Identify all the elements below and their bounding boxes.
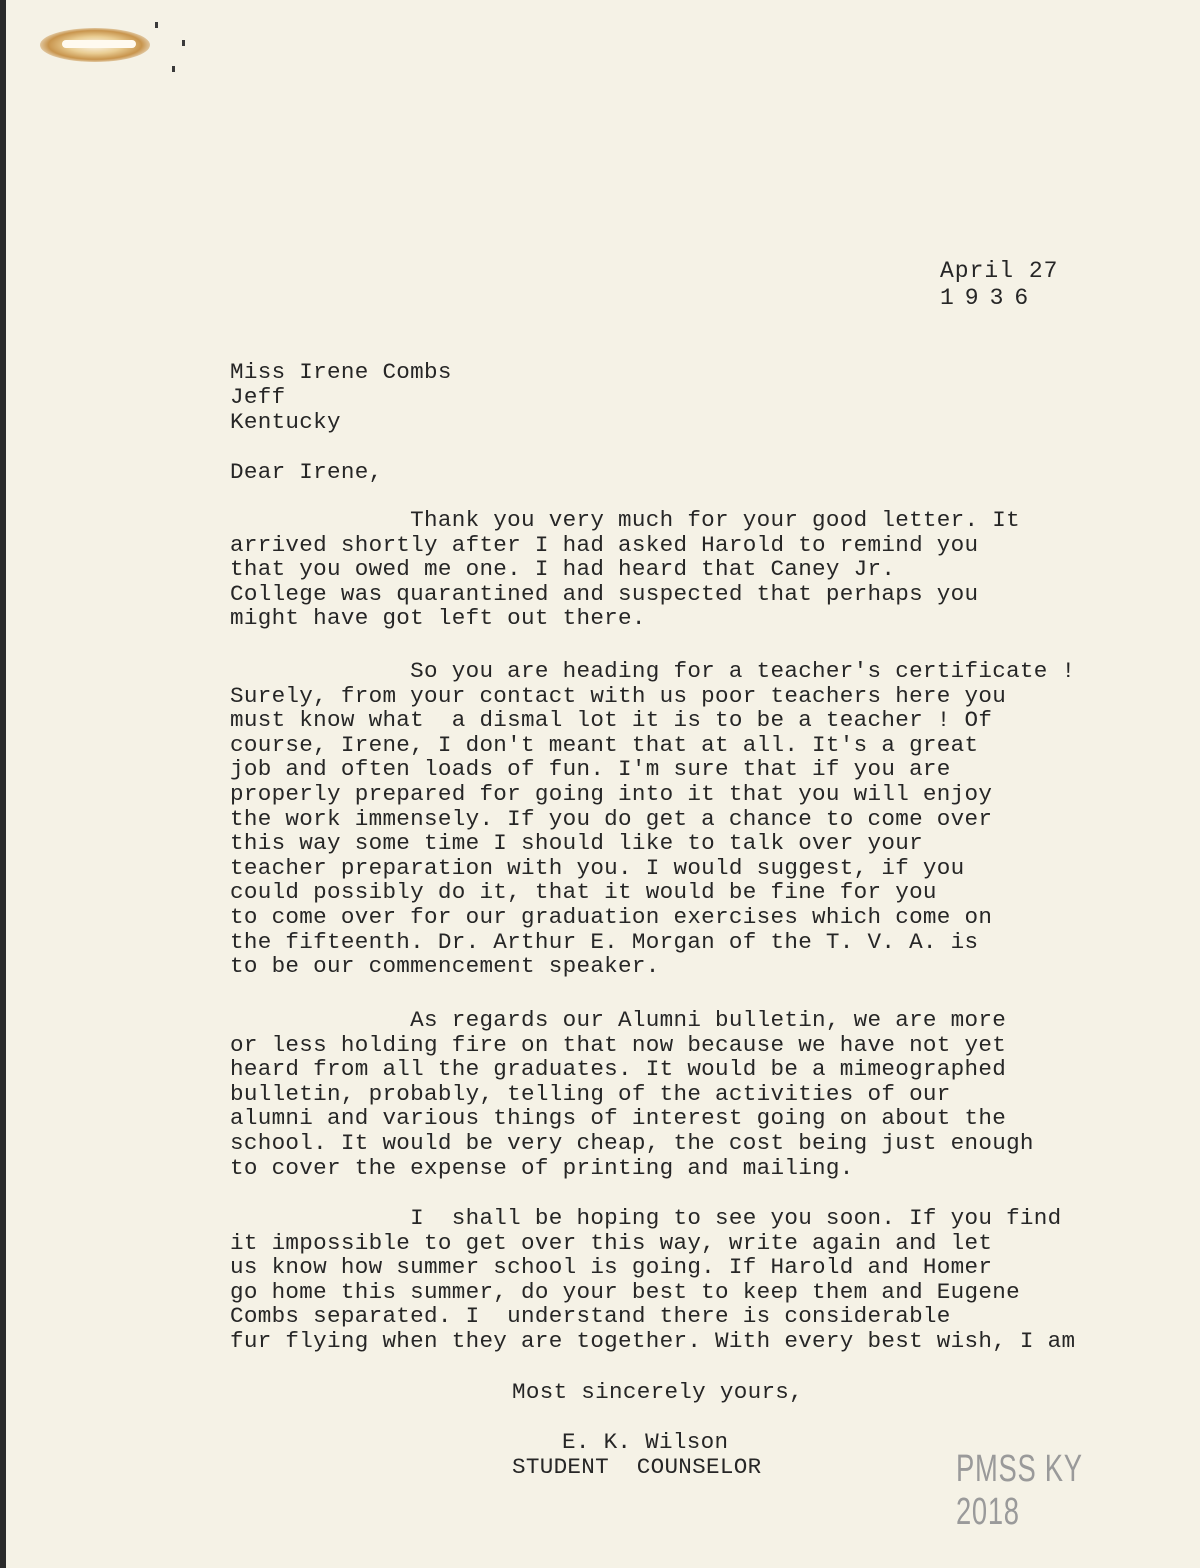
archive-watermark: PMSS KY 2018 bbox=[956, 1448, 1083, 1533]
paragraph-1: Thank you very much for your good letter. It arrived shortly after I had asked Harold to remind you that you owed me one. I had heard that Caney Jr. College was quarantined and suspected that perhaps you might have got left out there. bbox=[230, 507, 1020, 632]
recipient-name: Miss Irene Combs bbox=[230, 359, 452, 385]
signer-name: E. K. Wilson bbox=[562, 1429, 729, 1455]
closing: Most sincerely yours, bbox=[512, 1379, 804, 1405]
recipient-city: Jeff bbox=[230, 384, 286, 410]
paragraph-4: I shall be hoping to see you soon. If you find it impossible to get over this way, write again and let us know how summer school is going. If Harold and Homer go home this summer, do your best to keep them and Eugene Combs separated. I understand there is considerable fur flying when they are together. With every best wish, I am bbox=[230, 1205, 1076, 1354]
salutation: Dear Irene, bbox=[230, 459, 383, 485]
paragraph-2: So you are heading for a teacher's certificate ! Surely, from your contact with us poor teachers here you must know what a dismal lot it is to be a teacher ! Of course, Irene, I don't meant that at all. It's a great job and often loads of fun. I'm sure that if you are properly prepared for going into it that you will enjoy the work immensely. If you do get a chance to come over this way some time I should like to talk over your teacher preparation with you. I would suggest, if you could possibly do it, that it would be fine for you to come over for our graduation exercises which come on the fifteenth. Dr. Arthur E. Morgan of the T. V. A. is to be our commencement speaker. bbox=[230, 658, 1076, 980]
ink-speck bbox=[155, 22, 158, 28]
letter-date: April 27 bbox=[940, 258, 1059, 284]
letter-year: 1936 bbox=[940, 285, 1040, 311]
paragraph-3: As regards our Alumni bulletin, we are more or less holding fire on that now because we have not yet heard from all the graduates. It would be a mimeographed bulletin, probably, telling of the activities of our alumni and various things of interest going on about the school. It would be very cheap, the cost being just enough to cover the expense of printing and mailing. bbox=[230, 1007, 1034, 1181]
ink-speck bbox=[182, 40, 185, 46]
recipient-state: Kentucky bbox=[230, 409, 341, 435]
scan-edge bbox=[0, 0, 6, 1568]
signer-title: STUDENT COUNSELOR bbox=[512, 1454, 762, 1480]
staple-mark bbox=[62, 40, 136, 48]
ink-speck bbox=[172, 66, 175, 72]
